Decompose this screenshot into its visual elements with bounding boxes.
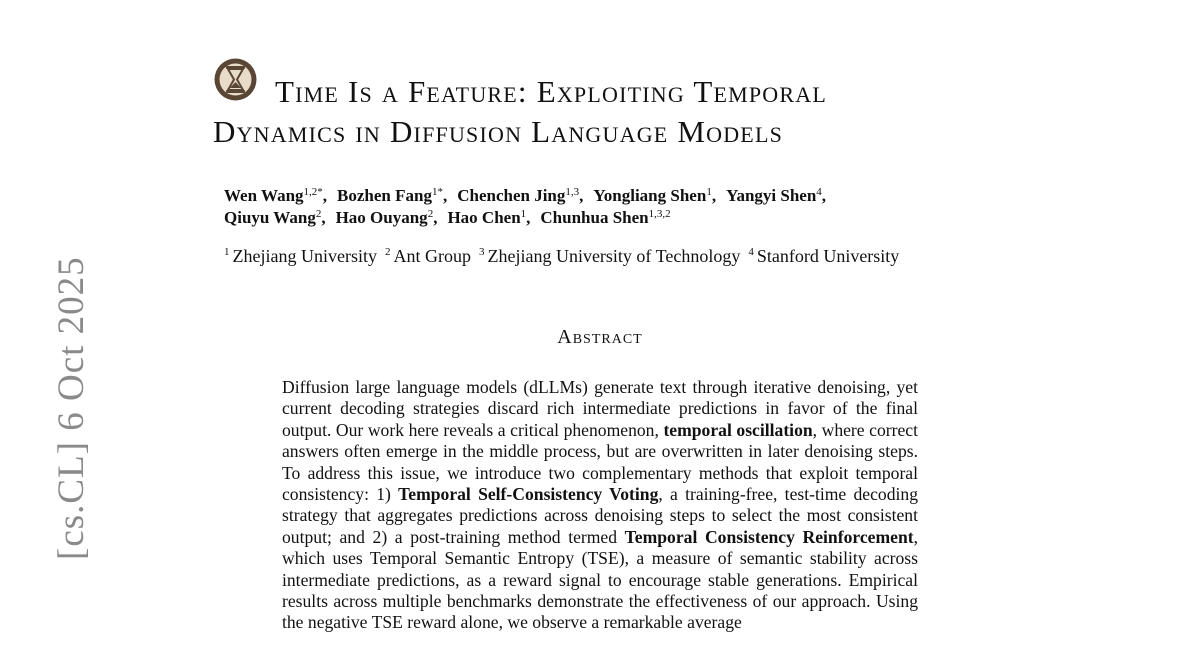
author-entry (224, 208, 326, 227)
author-name: Hao Ouyang (335, 208, 428, 227)
author-entry (726, 186, 826, 205)
author-affil-sup: 1 (706, 186, 712, 198)
affiliation-name: Ant Group (393, 246, 471, 266)
author-entry (336, 208, 438, 227)
title-line-2: Dynamics in Diffusion Language Models (213, 114, 784, 149)
author-affil-sup: 2 (315, 208, 322, 220)
paper-title (213, 72, 1013, 152)
author-list (224, 185, 1044, 229)
author-separator: , (711, 186, 717, 205)
affiliation-entry (748, 246, 899, 266)
abstract-bold-term: Temporal Consistency Reinforcement (624, 526, 914, 547)
abstract-segment: Diffusion large language models (dLLMs) generate text through iterative denoising, yet current decoding strategies discard rich intermediate predictions in favor of the final output. Our work here reveals a critical phenomenon, (282, 377, 918, 440)
abstract-bold-term: temporal oscillation (663, 419, 813, 440)
affiliation-number: 1 (224, 246, 230, 258)
affiliation-entry (224, 246, 377, 266)
affiliation-list (224, 246, 1024, 267)
author-affil-sup: 1* (431, 186, 443, 198)
author-affil-sup: 1,3,2 (648, 208, 671, 220)
abstract-heading: Abstract (557, 326, 643, 348)
author-entry (337, 186, 447, 205)
author-separator: , (433, 208, 438, 227)
abstract-segment: , which uses Temporal Semantic Entropy (TSE), a measure of semantic stability across intermediate predictions, as a reward signal to encourage stable generations. Empirical results across multiple benchmarks demonstrate the effectiveness of our approach. Using the negative TSE reward alone, we observe a remarkable average (282, 526, 918, 633)
affiliation-name: Zhejiang University (232, 246, 377, 266)
author-entry (540, 208, 670, 227)
author-name: Hao Chen (447, 208, 521, 227)
abstract-segment: , where correct answers often emerge in the middle process, but are overwritten in later denoising steps. To address this issue, we introduce two complementary methods that exploit temporal consistency: 1) (282, 419, 918, 505)
author-separator: , (821, 186, 827, 205)
affiliation-number: 3 (478, 246, 485, 258)
author-separator: , (579, 186, 584, 205)
affiliation-entry (385, 246, 471, 266)
title-line-1: Time Is a Feature: Exploiting Temporal (275, 74, 827, 109)
author-separator: , (321, 208, 326, 227)
author-name: Wen Wang (224, 186, 304, 205)
author-entry (224, 186, 327, 205)
author-affil-sup: 1,3 (565, 186, 580, 198)
author-name: Yongliang Shen (593, 186, 707, 205)
author-name: Yangyi Shen (726, 186, 817, 205)
author-mark: * (317, 186, 323, 198)
affiliation-name: Stanford University (756, 246, 900, 266)
abstract-text (282, 377, 918, 634)
arxiv-stamp: [cs.CL] 6 Oct 2025 (51, 256, 92, 560)
author-separator: , (322, 186, 328, 205)
author-separator: , (442, 186, 448, 205)
author-entry (447, 208, 530, 227)
author-affil-sup: 4 (816, 186, 822, 198)
author-name: Qiuyu Wang (224, 208, 316, 227)
author-name: Bozhen Fang (337, 186, 432, 205)
affiliation-number: 2 (384, 246, 391, 258)
author-affil-sup: 1,2 (303, 186, 318, 198)
author-name: Chunhua Shen (540, 208, 649, 227)
affiliation-name: Zhejiang University of Technology (487, 246, 741, 266)
author-affil-sup: 2 (427, 208, 434, 220)
author-separator: , (526, 208, 531, 227)
abstract-bold-term: Temporal Self-Consistency Voting (398, 484, 659, 505)
author-name: Chenchen Jing (457, 186, 566, 205)
author-entry (457, 186, 583, 205)
affiliation-number: 4 (748, 246, 754, 258)
abstract-segment: , a training-free, test-time decoding strategy that aggregates predictions across denoising steps to select the most consistent output; and 2) a post-training method termed (282, 484, 918, 547)
author-entry (593, 186, 716, 205)
author-affil-sup: 1 (520, 208, 527, 220)
affiliation-entry (479, 246, 740, 266)
